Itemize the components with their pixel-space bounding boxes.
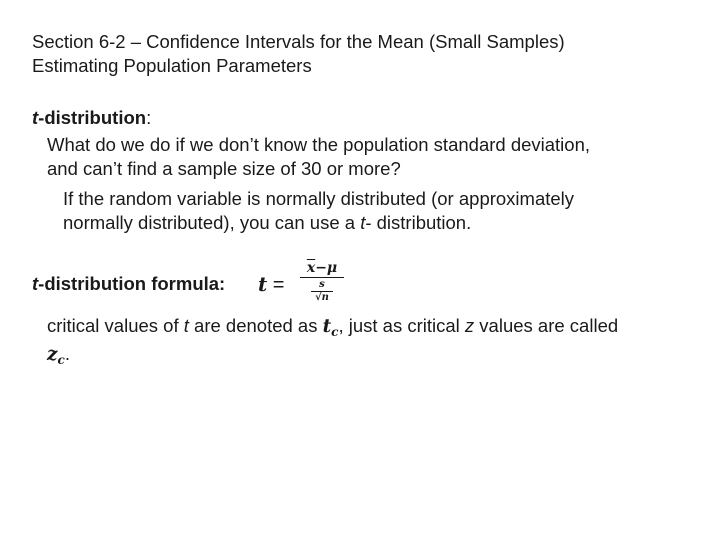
critical-tc-sub: c [331, 325, 339, 339]
question-line-2: and can’t find a sample size of 30 or more? [47, 158, 401, 179]
question-line-1: What do we do if we don’t know the population standard deviation, [47, 134, 591, 155]
formula-lhs-t: t [258, 272, 268, 296]
formula-lhs [258, 272, 285, 297]
formula-minus-mu: −μ [315, 260, 338, 276]
critical-zc-sub: c [57, 353, 65, 367]
tdist-heading-text: -distribution [38, 107, 147, 128]
t-formula [258, 260, 348, 310]
tdist-heading [32, 106, 151, 130]
answer-line-2-end: - distribution. [365, 212, 472, 233]
tdist-heading-colon: : [146, 107, 152, 128]
critical-text-1: critical values of [47, 315, 184, 336]
critical-line-1 [47, 314, 618, 344]
answer-line-2-t: t [360, 212, 366, 233]
formula-fraction [300, 260, 344, 304]
answer-line-2-text: normally distributed), you can use a [63, 212, 361, 233]
tdist-heading-t: t [32, 107, 39, 128]
critical-zc: z [47, 344, 58, 365]
formula-numerator [300, 260, 344, 276]
formula-xbar: $\overline{x}$ [306, 260, 316, 276]
answer-line-1: If the random variable is normally distributed (or approximately [63, 188, 575, 209]
section-title: Section 6-2 – Confidence Intervals for the Mean (Small Samples) [32, 31, 565, 52]
formula-label-t: t [32, 273, 39, 294]
formula-denominator-s: s [319, 279, 325, 290]
critical-z: z [464, 315, 475, 336]
critical-text-2: are denoted as [188, 315, 323, 336]
formula-denominator-sqrt-n: √n [315, 292, 329, 303]
formula-label-text: -distribution formula: [38, 273, 226, 294]
answer-line-2 [63, 211, 471, 235]
critical-t: t [183, 315, 189, 336]
critical-text-4: values are called [474, 315, 619, 336]
section-subtitle: Estimating Population Parameters [32, 55, 312, 76]
critical-end: . [64, 343, 70, 364]
formula-equals: = [267, 274, 285, 296]
formula-label [32, 272, 225, 296]
critical-tc: t [322, 316, 332, 337]
critical-text-3: , just as critical [338, 315, 465, 336]
critical-line-2 [47, 342, 70, 372]
formula-fraction-bar [300, 277, 344, 278]
